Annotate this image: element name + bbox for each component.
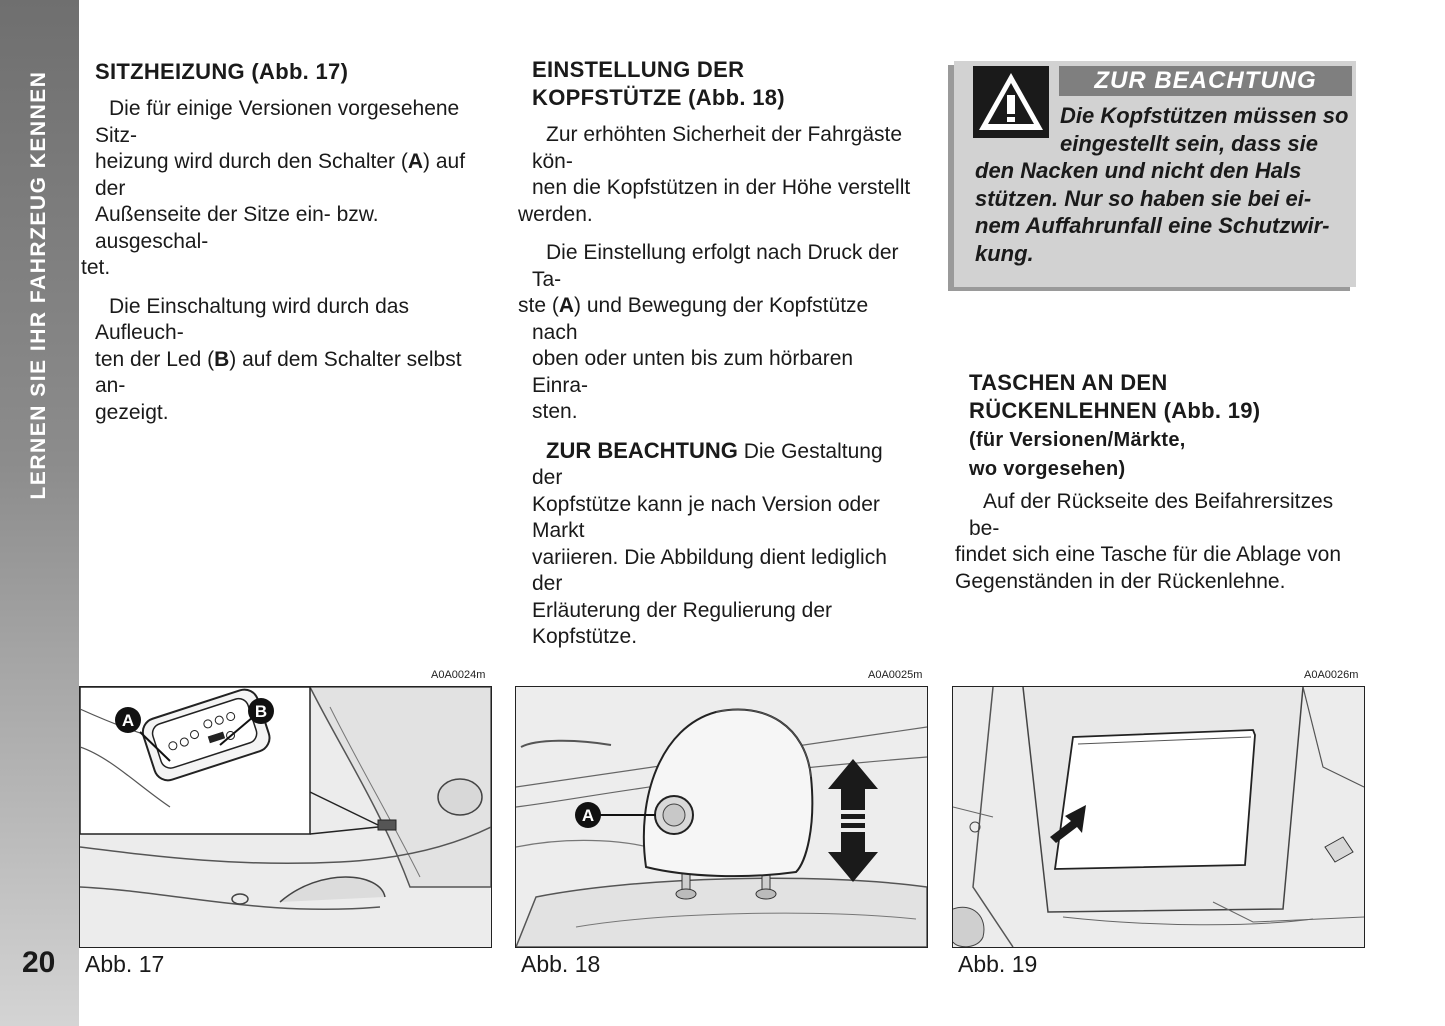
warning-line: den Nacken und nicht den Hals: [975, 158, 1302, 183]
heading-ref: (Abb. 19): [1163, 398, 1261, 423]
warning-line: kung.: [975, 240, 1034, 266]
heading-ref: (Abb. 17): [251, 59, 349, 84]
headrest-illustration: [516, 687, 927, 947]
paragraph: [955, 489, 1349, 595]
text-line: Erläuterung der Regulierung der Kopfstütze.: [532, 598, 833, 648]
seatback-pocket-illustration: [953, 687, 1364, 947]
warning-line: stützen. Nur so haben sie bei ei-: [975, 185, 1312, 211]
heading-sub: wo vorgesehen): [969, 458, 1126, 480]
figure-label: A: [581, 806, 595, 825]
text-line: Die Gestaltung der: [532, 439, 883, 489]
heading-sub: (für Versionen/Märkte,: [969, 429, 1186, 451]
label-ref: A: [407, 150, 424, 173]
figure-caption: Abb. 18: [521, 951, 601, 977]
text-line: ) auf dem Schalter selbst an-: [95, 347, 462, 397]
heading-seat-heating: [95, 58, 475, 86]
heading-text: TASCHEN AN DEN: [969, 370, 1168, 395]
figure-caption: Abb. 19: [958, 951, 1038, 977]
column-seat-heating: [81, 58, 475, 438]
text-line: heizung wird durch den Schalter (: [95, 150, 408, 173]
paragraph: [81, 96, 475, 282]
text-line: gezeigt.: [95, 400, 169, 424]
text-line: Die Einschaltung wird durch das Aufleuch-: [95, 294, 409, 344]
warning-title: ZUR BEACHTUNG: [1059, 66, 1352, 96]
figure-code: A0A0024m: [431, 669, 486, 681]
page-number: 20: [22, 946, 56, 979]
column-headrest: [518, 56, 912, 663]
paragraph: [518, 122, 912, 228]
heading-text: EINSTELLUNG DER: [532, 57, 745, 82]
text-line: Außenseite der Sitze ein- bzw. ausgeschal-: [95, 203, 379, 253]
paragraph: [532, 438, 912, 651]
figure-seat-heating-switch: [79, 686, 492, 948]
heading-headrest: [532, 56, 912, 112]
column-seatback-pockets: [955, 369, 1349, 607]
figure-caption: Abb. 17: [85, 951, 165, 977]
warning-text: [975, 102, 1353, 267]
heading-text: SITZHEIZUNG: [95, 59, 245, 84]
text-line: Zur erhöhten Sicherheit der Fahrgäste kön-: [532, 123, 903, 173]
text-line: Gegenständen in der Rückenlehne.: [955, 569, 1286, 593]
text-line: Die für einige Versionen vorgesehene Sitz-: [95, 97, 460, 147]
text-line: Auf der Rückseite des Beifahrersitzes be-: [969, 490, 1334, 540]
sidebar-section-label: LERNEN SIE IHR FAHRZEUG KENNEN: [27, 70, 50, 500]
figure-label: B: [254, 702, 268, 721]
seat-heating-illustration: [80, 687, 491, 947]
heading-text: RÜCKENLEHNEN: [969, 398, 1158, 423]
text-line: ste (: [518, 294, 559, 317]
paragraph: [95, 294, 475, 427]
paragraph: [518, 240, 912, 426]
text-line: werden.: [518, 202, 593, 226]
warning-line: nem Auffahrunfall eine Schutzwir-: [975, 213, 1330, 238]
text-line: nen die Kopfstützen in der Höhe verstellt: [532, 176, 911, 199]
heading-ref: (Abb. 18): [688, 85, 785, 110]
warning-line: Die Kopfstützen müssen so: [1060, 103, 1349, 128]
figure-label: A: [121, 711, 135, 730]
note-label: ZUR BEACHTUNG: [546, 437, 738, 463]
figure-seatback-pocket: [952, 686, 1365, 948]
figure-headrest: [515, 686, 928, 948]
heading-pockets: [969, 369, 1349, 483]
text-line: oben oder unten bis zum hörbaren Einra-: [532, 347, 854, 397]
figure-code: A0A0025m: [868, 669, 923, 681]
text-line: Kopfstütze kann je nach Version oder Markt: [532, 492, 880, 542]
label-ref: A: [558, 294, 575, 317]
warning-line: eingestellt sein, dass sie: [1060, 130, 1319, 156]
text-line: ) auf der: [95, 150, 466, 200]
text-line: ) und Bewegung der Kopfstütze nach: [532, 294, 869, 344]
text-line: ten der Led (: [95, 347, 215, 371]
figure-code: A0A0026m: [1304, 669, 1359, 681]
text-line: Die Einstellung erfolgt nach Druck der Ta-: [532, 241, 899, 291]
text-line: variieren. Die Abbildung dient lediglich der: [532, 545, 887, 595]
label-ref: B: [214, 347, 230, 371]
sidebar: [0, 0, 79, 1026]
heading-text: KOPFSTÜTZE: [532, 85, 682, 110]
text-line: sten.: [532, 400, 578, 423]
text-line: findet sich eine Tasche für die Ablage von: [955, 543, 1342, 566]
text-line: tet.: [81, 256, 111, 279]
